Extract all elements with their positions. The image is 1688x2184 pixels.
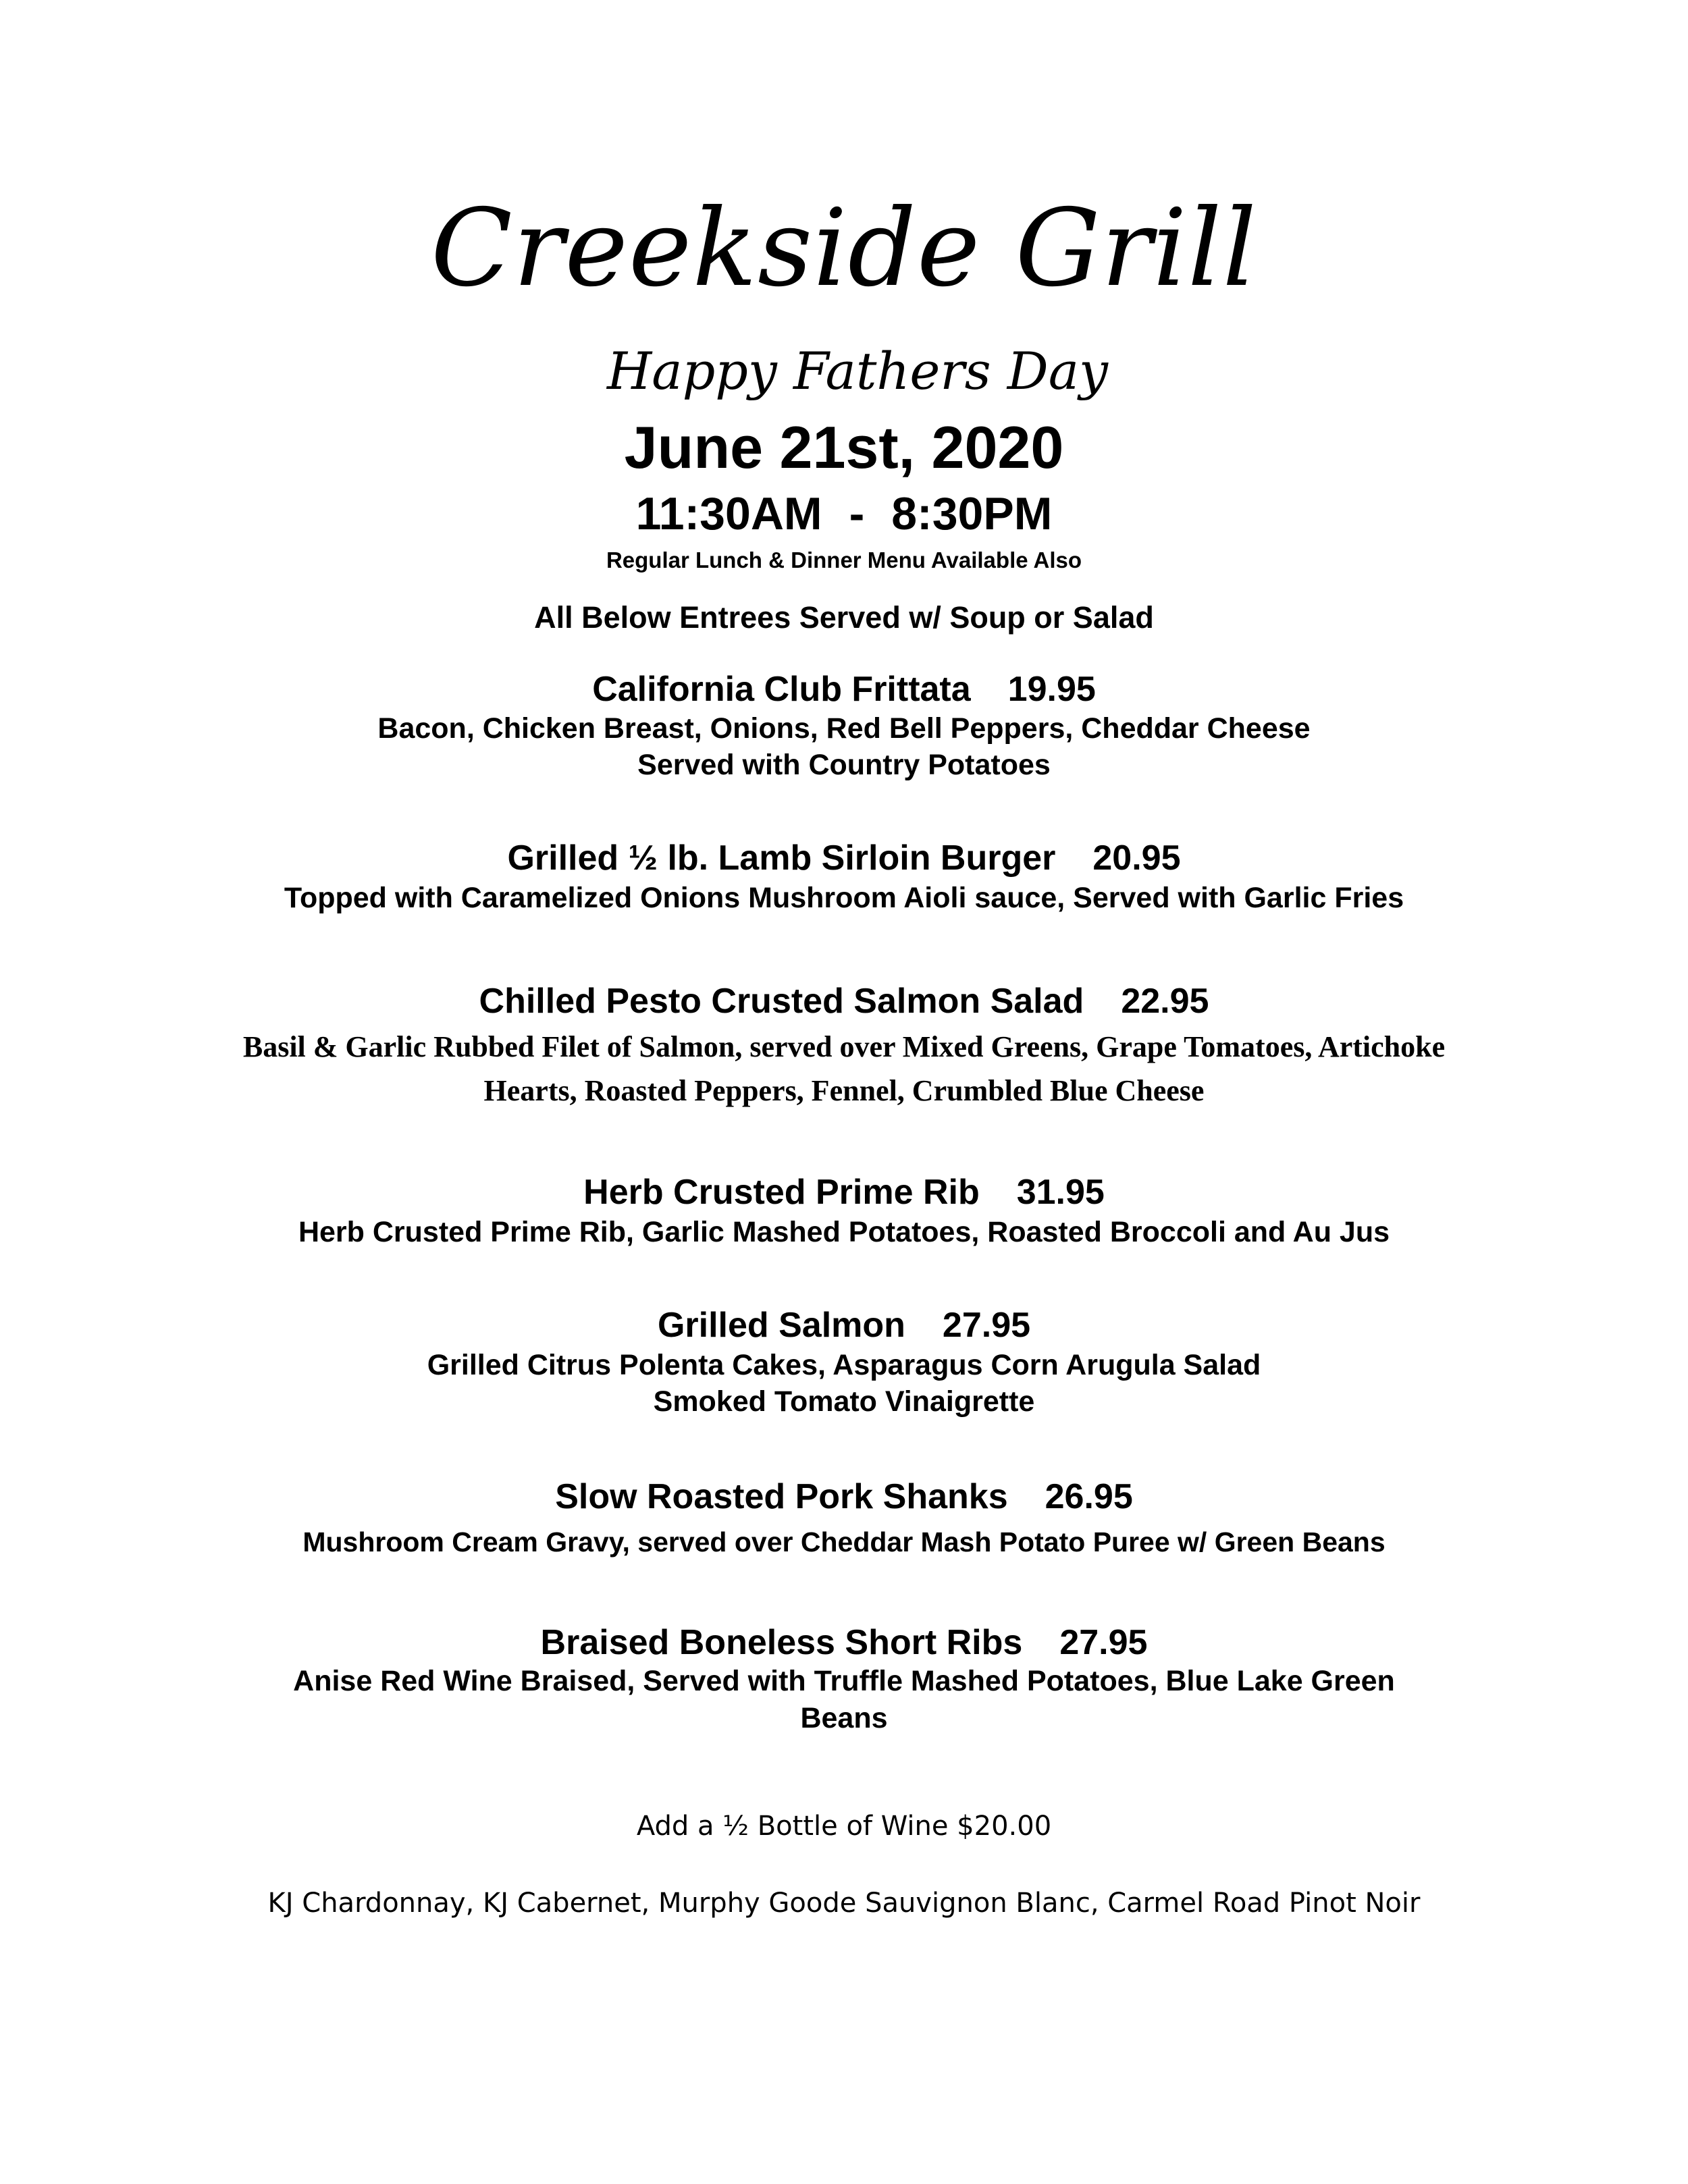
regular-menu-note: Regular Lunch & Dinner Menu Available Also (606, 548, 1082, 572)
menu-item-title (0, 667, 1688, 712)
menu-item-name: Slow Roasted Pork Shanks (555, 1477, 1008, 1516)
menu-item-title (0, 979, 1688, 1023)
menu-item-description: Basil & Garlic Rubbed Filet of Salmon, served over Mixed Greens, Grape Tomatoes, Artichoke (242, 1030, 1446, 1063)
entrees-note: All Below Entrees Served w/ Soup or Salad (534, 600, 1154, 635)
menu-item-description: Anise Red Wine Braised, Served with Truffle Mashed Potatoes, Blue Lake Green (293, 1665, 1395, 1697)
hours-end: 8:30PM (891, 488, 1053, 539)
menu-item-title (0, 1303, 1688, 1348)
menu-item-name: Grilled Salmon (657, 1306, 905, 1345)
menu-item-name: Chilled Pesto Crusted Salmon Salad (479, 982, 1084, 1021)
menu-item-price: 27.95 (1059, 1623, 1148, 1662)
hours-start: 11:30AM (635, 488, 822, 539)
menu-item-description: Hearts, Roasted Peppers, Fennel, Crumbled Blue Cheese (483, 1074, 1205, 1107)
hours-separator: - (849, 488, 865, 539)
menu-item-title (0, 1170, 1688, 1215)
menu-item-description: Served with Country Potatoes (637, 749, 1051, 781)
wine-selections: KJ Chardonnay, KJ Cabernet, Murphy Goode Sauvignon Blanc, Carmel Road Pinot Noir (267, 1888, 1421, 1919)
menu-item-name: Grilled ½ lb. Lamb Sirloin Burger (507, 838, 1056, 878)
menu-item-description: Bacon, Chicken Breast, Onions, Red Bell Peppers, Cheddar Cheese (377, 712, 1311, 745)
menu-item-description: Smoked Tomato Vinaigrette (653, 1385, 1035, 1418)
menu-item-description: Mushroom Cream Gravy, served over Cheddar Mash Potato Puree w/ Green Beans (302, 1526, 1386, 1557)
occasion-title: Happy Fathers Day (606, 341, 1108, 401)
menu-item-name: Braised Boneless Short Ribs (540, 1623, 1023, 1662)
menu-item-title (0, 836, 1688, 880)
event-date: June 21st, 2020 (624, 414, 1064, 481)
menu-item-name: California Club Frittata (592, 670, 971, 709)
restaurant-name: Creekside Grill (431, 186, 1257, 311)
menu-item-price: 26.95 (1045, 1477, 1133, 1516)
menu-item-description: Grilled Citrus Polenta Cakes, Asparagus Corn Arugula Salad (427, 1349, 1261, 1381)
menu-item-title (0, 1474, 1688, 1519)
menu-item-description: Topped with Caramelized Onions Mushroom Aioli sauce, Served with Garlic Fries (284, 882, 1404, 914)
menu-item-price: 27.95 (942, 1306, 1031, 1345)
event-hours (0, 485, 1688, 543)
menu-item-price: 22.95 (1121, 982, 1209, 1021)
wine-offer: Add a ½ Bottle of Wine $20.00 (636, 1811, 1052, 1842)
menu-item-title (0, 1620, 1688, 1665)
menu-item-price: 31.95 (1016, 1173, 1105, 1212)
menu-item-price: 19.95 (1007, 670, 1096, 709)
menu-item-description: Beans (800, 1702, 888, 1734)
menu-item-name: Herb Crusted Prime Rib (583, 1173, 980, 1212)
menu-item-description: Herb Crusted Prime Rib, Garlic Mashed Potatoes, Roasted Broccoli and Au Jus (298, 1216, 1390, 1248)
menu-item-price: 20.95 (1092, 838, 1181, 878)
